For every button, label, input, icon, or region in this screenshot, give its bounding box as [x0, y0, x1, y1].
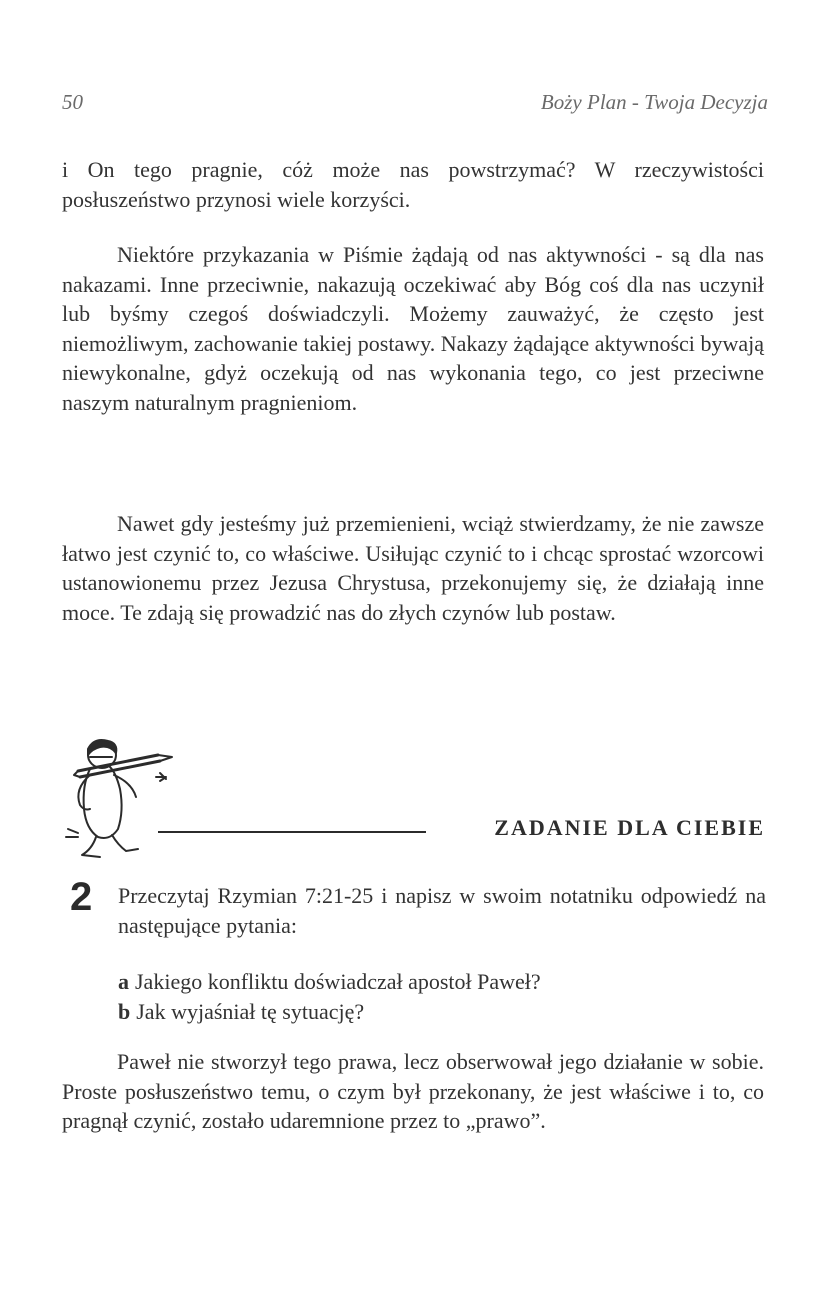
- question-letter: a: [118, 969, 129, 994]
- page-number: 50: [62, 90, 83, 114]
- question-letter: b: [118, 999, 131, 1024]
- task-question-a: [118, 967, 541, 997]
- task-heading: ZADANIE DLA CIEBIE: [494, 815, 765, 840]
- paragraph-3: Nawet gdy jesteśmy już przemienieni, wciąż stwierdzamy, że nie zawsze łatwo jest czynić to, co właściwe. Usiłując czynić to i chcąc sprostać wzorcowi ustanowionemu przez Jezusa Chrystusa, przekonujemy się, że działają inne moce. Te zdają się prowadzić nas do złych czynów lub postaw.: [62, 511, 764, 625]
- task-question-b: [118, 997, 364, 1027]
- question-text: Jakiego konfliktu doświadczał apostoł Paweł?: [135, 969, 541, 994]
- closing-paragraph: Paweł nie stworzył tego prawa, lecz obserwował jego działanie w sobie. Proste posłuszeństwo temu, o czym był przekonany, że jest właściwe i to, co pragnął czynić, zostało udaremnione przez to „prawo”.: [62, 1049, 764, 1134]
- task-instruction: Przeczytaj Rzymian 7:21-25 i napisz w swoim notatniku odpowiedź na następujące pytania:: [118, 883, 766, 938]
- paragraph-2: Niektóre przykazania w Piśmie żądają od nas aktywności - są dla nas nakazami. Inne przeciwnie, nakazują oczekiwać aby Bóg coś dla nas uczynił lub byśmy czegoś doświadczyli. Możemy zauważyć, że często jest niemożliwym, zachowanie takiej postawy. Nakazy żądające aktywności bywają niewykonalne, gdyż oczekują od nas wykonania tego, co jest przeciwne naszym naturalnym pragnieniom.: [62, 242, 764, 415]
- running-head: [62, 90, 768, 120]
- task-divider-rule: [158, 831, 426, 833]
- task-number: 2: [70, 875, 93, 919]
- question-text: Jak wyjaśniał tę sytuację?: [136, 999, 365, 1024]
- student-with-pencil-icon: [60, 733, 190, 863]
- paragraph-1: i On tego pragnie, cóż może nas powstrzymać? W rzeczywistości posłuszeństwo przynosi wiele korzyści.: [62, 157, 764, 212]
- book-title: Boży Plan - Twoja Decyzja: [540, 90, 768, 114]
